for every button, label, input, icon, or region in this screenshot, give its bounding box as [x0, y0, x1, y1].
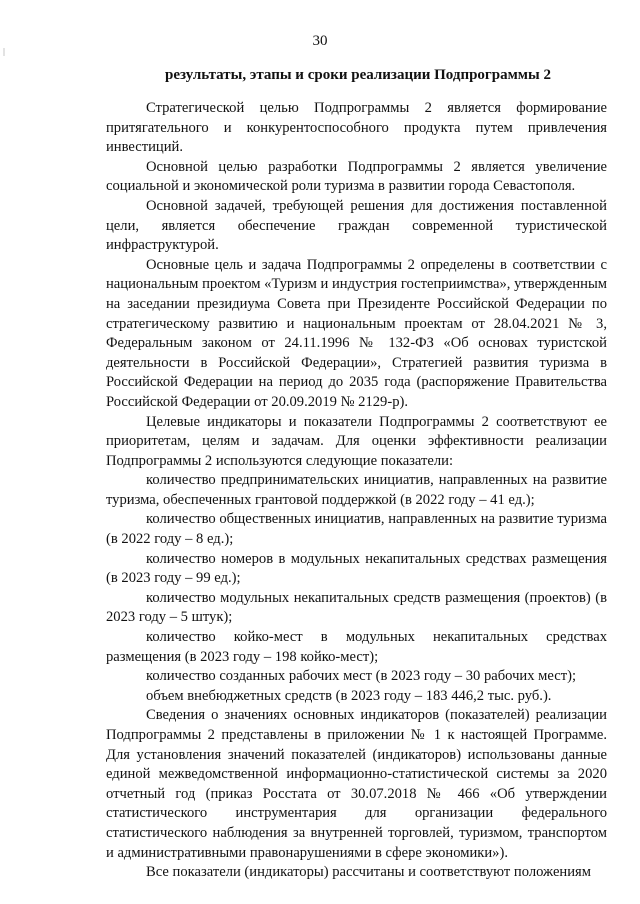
paragraph: Основные цель и задача Подпрограммы 2 определены в соответствии с национальным проектом «Туризм и индустрия гостеприимства», утвержденным на заседании президиума Совета при Президенте Российской Федерации по стратегическому развитию и национальным проектам от 28.04.2021 № 3, Федеральным законом от 24.11.1996 № 132-ФЗ «Об основах туристской деятельности в Российской Федерации», Стратегией развития туризма в Российской Федерации на период до 2035 года (распоряжение Правительства Российской Федерации от 20.09.2019 № 2129-р).	[106, 256, 607, 410]
list-item: количество модульных некапитальных средств размещения (проектов) (в 2023 году – 5 штук);	[106, 589, 607, 626]
paragraph: Стратегической целью Подпрограммы 2 является формирование притягательного и конкурентоспособного продукта путем привлечения инвестиций.	[106, 100, 607, 156]
list-item: количество номеров в модульных некапитальных средствах размещения (в 2023 году – 99 ед.);	[106, 550, 607, 587]
list-item: количество предпринимательских инициатив, направленных на развитие туризма, обеспеченных грантовой поддержкой (в 2022 году – 41 ед.);	[106, 472, 607, 508]
paragraph: Целевые индикаторы и показатели Подпрограммы 2 соответствуют ее приоритетам, целям и задачам. Для оценки эффективности реализации Подпрограммы 2 используются следующие показатели:	[106, 413, 607, 469]
body-text	[106, 99, 607, 883]
paragraph: Основной задачей, требующей решения для достижения поставленной цели, является обеспечение граждан современной туристической инфраструктурой.	[106, 197, 607, 254]
list-item: количество общественных инициатив, направленных на развитие туризма (в 2022 году – 8 ед.);	[106, 511, 607, 548]
paragraph: Основной целью разработки Подпрограммы 2 является увеличение социальной и экономической роли туризма в развитии города Севастополя.	[106, 158, 607, 195]
list-item: объем внебюджетных средств (в 2023 году – 183 446,2 тыс. руб.).	[146, 687, 552, 704]
list-item: количество созданных рабочих мест (в 2023 году – 30 рабочих мест);	[146, 668, 577, 685]
section-heading: результаты, этапы и сроки реализации Подпрограммы 2	[165, 67, 551, 83]
list-item: количество койко-мест в модульных некапитальных средствах размещения (в 2023 году – 198 койко-мест);	[106, 629, 607, 665]
page-number: 30	[312, 33, 328, 49]
paragraph: Сведения о значениях основных индикаторов (показателей) реализации Подпрограммы 2 представлены в приложении № 1 к настоящей Программе. Для установления значений показателей (индикаторов) использованы данные единой межведомственной информационно-статистической системы за 2020 отчетный год (приказ Росстата от 30.07.2018 № 466 «Об утверждении статистического инструментария для организации федерального статистического наблюдения за внутренней торговлей, туризмом, транспортом и административными правонарушениями в сфере экономики»).	[106, 707, 607, 861]
paragraph: Все показатели (индикаторы) рассчитаны и соответствуют положениям	[146, 864, 591, 881]
